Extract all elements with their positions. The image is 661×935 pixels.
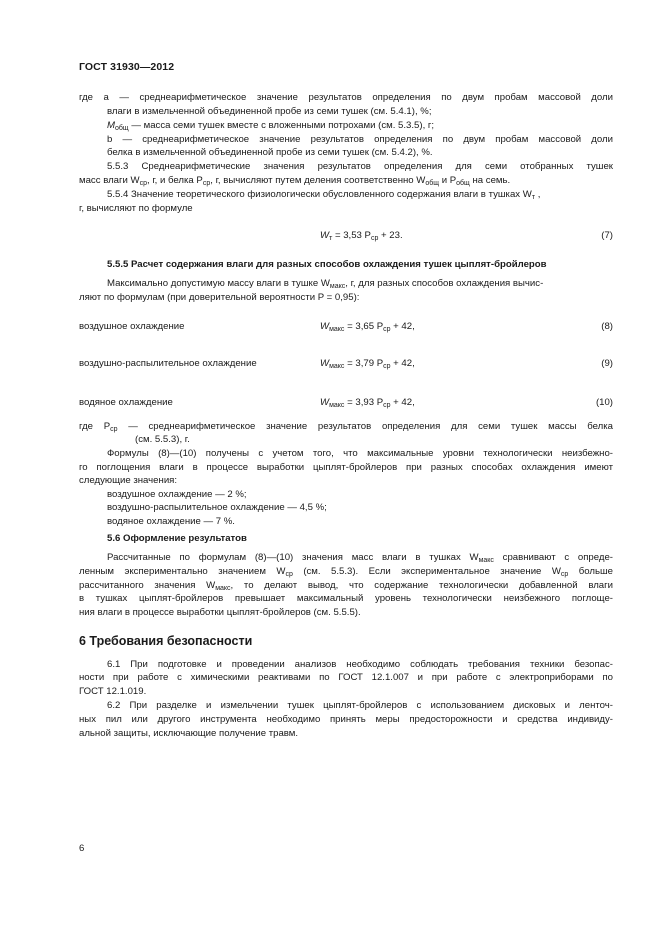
text-line: ности при работе с химическими реактивами по ГОСТ 12.1.007 и при работе с электроприборами по (79, 672, 613, 683)
section-title: 5.6 Оформление результатов (107, 533, 247, 544)
text-line: белка в измельченной объединенной пробе из семи тушек (см. 5.4.2), %. (107, 147, 433, 158)
text-line: в тушках цыплят-бройлеров превышает максимальный уровень технологически неизбежного поглоще- (79, 593, 613, 604)
list-item: воздушное охлаждение — 2 %; (107, 489, 247, 500)
text-line: Максимально допустимую массу влаги в тушке $W_{макс}$, г, для разных способов охлаждения вычис- (107, 278, 544, 290)
text-line: 5.5.3 Среднеарифметические значения результатов определения для семи отобранных тушек (107, 161, 613, 172)
text-line: следующие значения: (79, 475, 178, 486)
text-line: ния влаги в процессе выработки цыплят-бройлеров (см. 5.5.5). (79, 607, 361, 618)
text-line: г, вычисляют по формуле (79, 203, 193, 214)
text-line: 6.1 При подготовке и проведении анализов необходимо соблюдать требования техники безопас- (107, 659, 613, 670)
formula-label: водяное охлаждение (79, 397, 173, 408)
text-line: ляют по формулам (при доверительной вероятности P = 0,95): (79, 292, 360, 303)
formula-number: (7) (601, 230, 613, 241)
text-line: b — среднеарифметическое значение результатов определения по двум пробам массовой доли (107, 134, 613, 145)
text-line: где $P_{ср}$ — среднеарифметическое значение результатов определения для семи тушек массы белка (79, 421, 613, 433)
list-item: воздушно-распылительное охлаждение — 4,5 %; (107, 502, 327, 513)
formula-10: $W_{макс} = 3,93$ $P_{ср} + 42$, (320, 397, 415, 409)
text-line: влаги в измельченной объединенной пробе из семи тушек (см. 5.4.1), %; (107, 106, 432, 117)
page-number: 6 (79, 843, 85, 854)
text-line: (см. 5.5.3), г. (135, 434, 190, 445)
formula-number: (10) (595, 397, 613, 408)
formula-number: (8) (601, 321, 613, 332)
text-line: Рассчитанные по формулам (8)—(10) значения масс влаги в тушках $W_{макс}$ сравнивают с опреде- (107, 552, 613, 564)
text-line: 5.5.4 Значение теоретического физиологически обусловленного содержания влаги в тушках $W_т$ , (107, 189, 541, 201)
formula-label: воздушное охлаждение (79, 321, 185, 332)
text-line: ГОСТ 12.1.019. (79, 686, 147, 697)
chapter-title: 6 Требования безопасности (79, 634, 253, 648)
text-line: го поглощения влаги в процессе выработки цыплят-бройлеров при разных способах охлаждения имеют (79, 462, 613, 473)
formula-8: $W_{макс} = 3,65$ $P_{ср} + 42$, (320, 321, 415, 333)
text-line: Формулы (8)—(10) получены с учетом того, что максимальные уровни технологически неизбежно- (107, 448, 613, 459)
text-line: альной защиты, исключающие получение травм. (79, 728, 299, 739)
section-title: 5.5.5 Расчет содержания влаги для разных способов охлаждения тушек цыплят-бройлеров (107, 259, 547, 270)
text-line: где a — среднеарифметическое значение результатов определения по двум пробам массовой доли (79, 92, 613, 103)
text-line: $M_{общ}$ — масса семи тушек вместе с вложенными потрохами (см. 5.3.5), г; (107, 120, 435, 132)
text-line: 6.2 При разделке и измельчении тушек цыплят-бройлеров с использованием дисковых и ленточ- (107, 700, 613, 711)
text-line: рассчитанного значения $W_{макс}$, то делают вывод, что содержание технологически добавленной влаги (79, 580, 613, 592)
text-line: ных пил или другого инструмента необходимо принять меры предосторожности и средства индивиду- (79, 714, 613, 725)
formula-9: $W_{макс} = 3,79$ $P_{ср} + 42$, (320, 358, 415, 370)
text-line: ленным экспериментально значением $W_{ср}$ (см. 5.5.3). Если экспериментальное значение $W_{ср}$ больше (79, 566, 613, 578)
formula-label: воздушно-распылительное охлаждение (79, 358, 257, 369)
list-item: водяное охлаждение — 7 %. (107, 516, 235, 527)
text-line: масс влаги $W_{ср}$, г, и белка $P_{ср}$, г, вычисляют путем деления соответственно $W_{общ}$ и $P_{общ}$ на семь. (79, 175, 511, 187)
formula-7: $W_т = 3,53$ $P_{ср} + 23$. (320, 230, 403, 242)
document-header: ГОСТ 31930—2012 (79, 61, 175, 73)
formula-number: (9) (601, 358, 613, 369)
